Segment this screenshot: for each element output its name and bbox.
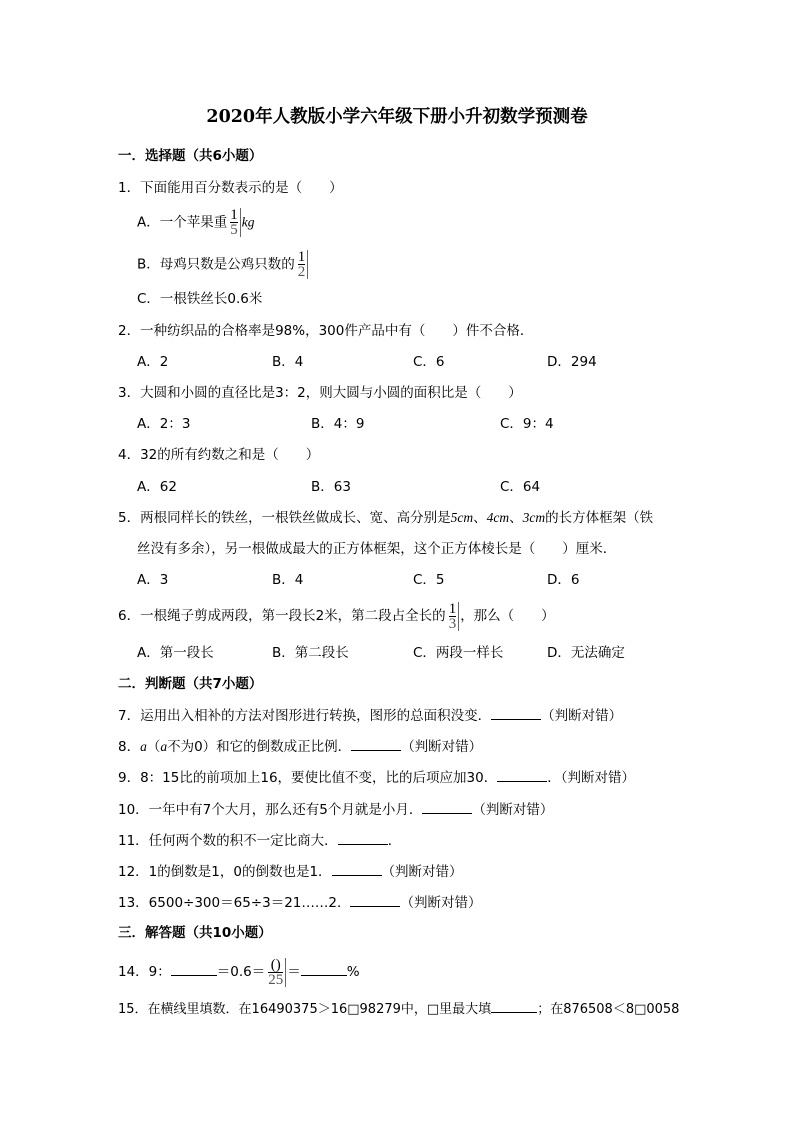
q4-option-c: C．64: [500, 479, 541, 495]
q1-option-b: [137, 250, 309, 279]
fraction-denominator: 25: [268, 971, 284, 988]
q5-height: 3cm: [522, 510, 546, 525]
q14-percent-sign: %: [346, 964, 360, 980]
q4-option-a: A．62: [137, 479, 177, 495]
q5-option-d: D．6: [547, 572, 580, 588]
answer-blank[interactable]: [332, 861, 382, 876]
q14-text: 14．9：: [118, 964, 171, 980]
question-12: [118, 861, 463, 882]
q8-paren: （: [146, 739, 161, 755]
q8-variable: a: [140, 739, 147, 754]
question-10: [118, 799, 553, 820]
q1-option-a-text: A．一个苹果重: [137, 214, 228, 231]
question-2-stem: 2．一种纺织品的合格率是98%，300件产品中有（ ）件不合格．: [118, 323, 534, 339]
q3-option-a: A．2：3: [137, 416, 191, 432]
q5-length: 5cm: [450, 510, 474, 525]
q6-option-c: C．两段一样长: [413, 645, 504, 661]
answer-blank[interactable]: [350, 892, 400, 907]
section-heading-choice: 一．选择题（共6小题）: [118, 148, 263, 164]
q5-option-a: A．3: [137, 572, 169, 588]
q5-separator: 、: [509, 510, 523, 526]
answer-blank[interactable]: [338, 830, 388, 845]
q11-text: 11．任何两个数的积不一定比商大．: [118, 833, 338, 849]
q1-option-b-text: B．母鸡只数是公鸡只数的: [137, 256, 295, 273]
q15-text-continued: ；在876508＜8□0058: [537, 1002, 680, 1017]
q5-text-start: 5．两根同样长的铁丝，一根铁丝做成长、宽、高分别是: [118, 510, 451, 526]
q13-text: 13．6500÷300＝65÷3＝21……2．: [118, 895, 351, 911]
q5-width: 4cm: [486, 510, 510, 525]
fraction-denominator: 2: [297, 264, 306, 280]
answer-blank[interactable]: [491, 998, 537, 1013]
q6-text-end: ，那么（ ）: [460, 608, 555, 624]
q1-option-b-fraction: [296, 250, 309, 279]
question-5-stem: [118, 508, 653, 528]
q8-text: 不为0）和它的倒数成正比例．: [167, 739, 352, 755]
q11-end: ．: [387, 833, 402, 849]
q5-text-end: 的长方体框架（铁: [545, 510, 654, 526]
q8-variable: a: [160, 739, 168, 754]
fraction-denominator: 5: [230, 222, 238, 238]
q9-judge-label: ．（判断对错）: [547, 770, 635, 786]
q6-option-a: A．第一段长: [137, 645, 214, 661]
question-5-stem-continued: 丝没有多余），另一根做成最大的正方体框架，这个正方体棱长是（ ）厘米．: [137, 541, 617, 557]
q1-option-a: [137, 208, 255, 237]
q5-option-c: C．5: [413, 572, 445, 588]
q4-option-b: B．63: [311, 479, 351, 495]
q14-equals-value: ＝0.6＝: [216, 964, 266, 980]
q1-option-a-fraction: [228, 208, 241, 237]
answer-blank[interactable]: [491, 705, 541, 720]
answer-blank[interactable]: [497, 767, 547, 782]
question-7: [118, 705, 622, 726]
question-15: [118, 998, 679, 1020]
q6-option-d: D．无法确定: [547, 645, 625, 661]
q6-option-b: B．第二段长: [272, 645, 349, 661]
question-13: [118, 892, 481, 913]
q14-fraction: [266, 958, 286, 987]
answer-blank[interactable]: [351, 736, 401, 751]
question-1-stem: 1．下面能用百分数表示的是（ ）: [118, 180, 343, 196]
q8-judge-label: （判断对错）: [401, 739, 483, 755]
q8-number: 8．: [118, 739, 141, 755]
q2-option-c: C．6: [413, 354, 445, 370]
q13-judge-label: （判断对错）: [400, 895, 482, 911]
fraction-numerator: 1: [297, 249, 306, 265]
q10-text: 10．一年中有7个大月，那么还有5个月就是小月．: [118, 802, 423, 818]
q1-option-a-unit: kg: [241, 214, 255, 230]
page-title: 2020年人教版小学六年级下册小升初数学预测卷: [206, 107, 588, 127]
q6-fraction: [447, 602, 460, 631]
q2-option-d: D．294: [547, 354, 597, 370]
q9-text: 9．8：15比的前项加上16，要使比值不变，比的后项应加30．: [118, 770, 498, 786]
q7-text: 7．运用出入相补的方法对图形进行转换，图形的总面积没变．: [118, 708, 492, 724]
q14-equals: ＝: [287, 964, 301, 980]
answer-blank[interactable]: [171, 961, 217, 976]
q5-separator: 、: [473, 510, 487, 526]
answer-blank[interactable]: [301, 961, 347, 976]
answer-blank[interactable]: [422, 799, 472, 814]
question-8: [118, 736, 482, 757]
q2-option-b: B．4: [272, 354, 304, 370]
fraction-numerator: 1: [230, 207, 238, 223]
question-6-stem: [118, 601, 555, 631]
question-9: [118, 767, 635, 788]
q7-judge-label: （判断对错）: [541, 708, 623, 724]
q5-option-b: B．4: [272, 572, 304, 588]
question-4-stem: 4．32的所有约数之和是（ ）: [118, 447, 320, 463]
q12-text: 12．1的倒数是1，0的倒数也是1．: [118, 864, 332, 880]
q12-judge-label: （判断对错）: [381, 864, 463, 880]
fraction-numerator: (): [268, 958, 283, 973]
question-3-stem: 3．大圆和小圆的直径比是3：2，则大圆与小圆的面积比是（ ）: [118, 385, 522, 401]
q3-option-b: B．4：9: [311, 416, 365, 432]
q3-option-c: C．9：4: [500, 416, 554, 432]
section-heading-answer: 三．解答题（共10小题）: [118, 925, 272, 941]
q15-text: 15．在横线里填数．在16490375＞16□98279中，□里最大填: [118, 1002, 492, 1017]
q1-option-c: C．一根铁丝长0.6米: [137, 291, 263, 307]
section-heading-true-false: 二．判断题（共7小题）: [118, 676, 263, 692]
fraction-denominator: 3: [448, 615, 457, 632]
question-11: [118, 830, 401, 851]
fraction-numerator: 1: [448, 600, 457, 617]
q2-option-a: A．2: [137, 354, 169, 370]
q10-judge-label: （判断对错）: [472, 802, 554, 818]
question-14: [118, 956, 360, 988]
q6-text-start: 6．一根绳子剪成两段，第一段长2米，第二段占全长的: [118, 608, 446, 624]
